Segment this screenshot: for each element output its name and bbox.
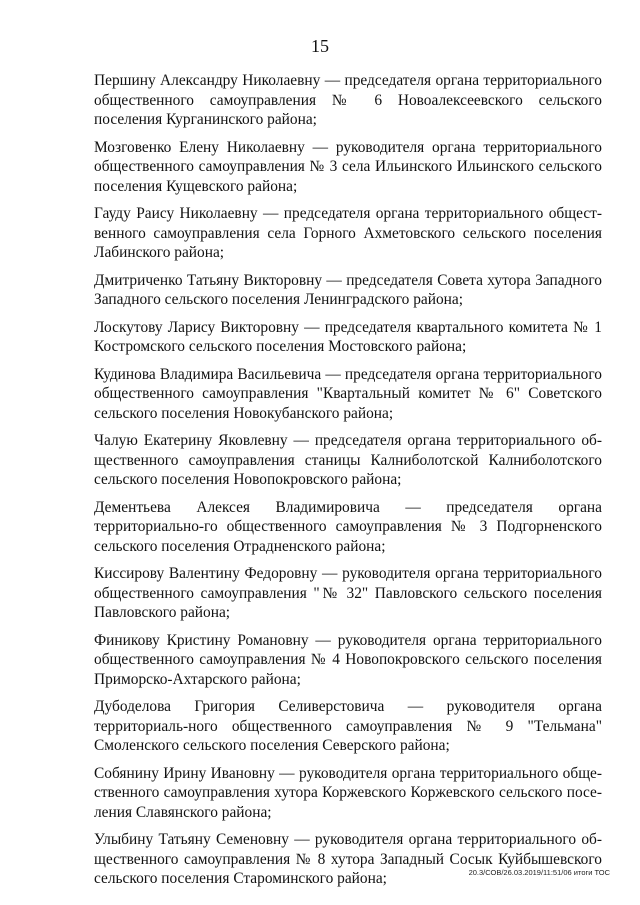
award-entry: Собянину Ирину Ивановну — руководителя органа территориального обще-ственного самоуправления хутора Коржевского Коржевского сельского посе-ления Славянского района;: [94, 764, 602, 821]
award-entry: Чалую Екатерину Яковлевну — председателя органа территориального об-щественного самоуправления станицы Калниболотской Калниболотского сельского поселения Новопокровского района;: [94, 432, 602, 488]
award-entry: Лоскутову Ларису Викторовну — председателя квартального комитета № 1 Костромского сельского поселения Мостовского района;: [94, 318, 602, 355]
award-entry: Дмитриченко Татьяну Викторовну — председателя Совета хутора Западного Западного сельского поселения Ленинградского района;: [94, 271, 602, 308]
award-entry: Улыбину Татьяну Семеновну — руководителя органа территориального об-щественного самоуправления № 8 хутора Западный Сосык Куйбышевского сельского поселения Староминского района;: [94, 831, 602, 887]
document-footer-code: 20.3/СОВ/26.03.2019/11:51/06 итоги ТОС: [468, 868, 610, 877]
award-entry: Киссирову Валентину Федоровну — руководителя органа территориального общественного самоуправления "№ 32" Павловского сельского поселения Павловского района;: [94, 565, 602, 621]
award-entry: Гауду Раису Николаевну — председателя органа территориального общест-венного самоуправления села Горного Ахметовского сельского поселения Лабинского района;: [94, 205, 602, 261]
award-entry: Дементьева Алексея Владимировича — председателя органа территориально-го общественного самоуправления № 3 Подгорненского сельского поселения Отрадненского района;: [94, 498, 602, 555]
award-entry: Дубоделова Григория Селиверстовича — руководителя органа территориаль-ного общественного самоуправления № 9 "Тельмана" Смоленского сельского поселения Северского района;: [94, 698, 602, 754]
award-entry: Першину Александру Николаевну — председателя органа территориального общественного самоуправления № 6 Новоалексеевского сельского поселения Курганинского района;: [94, 72, 602, 128]
document-body: [94, 71, 602, 897]
award-entry: Мозговенко Елену Николаевну — руководителя органа территориального общественного самоуправления № 3 села Ильинского Ильинского сельского поселения Кущевского района;: [94, 138, 602, 195]
award-entry: Кудинова Владимира Васильевича — председателя органа территориального общественного самоуправления "Квартальный комитет № 6" Советского сельского поселения Новокубанского района;: [94, 365, 602, 422]
page-number: 15: [311, 36, 329, 56]
award-entry: Финикову Кристину Романовну — руководителя органа территориального общественного самоуправления № 4 Новопокровского сельского поселения Приморско-Ахтарского района;: [94, 631, 602, 688]
